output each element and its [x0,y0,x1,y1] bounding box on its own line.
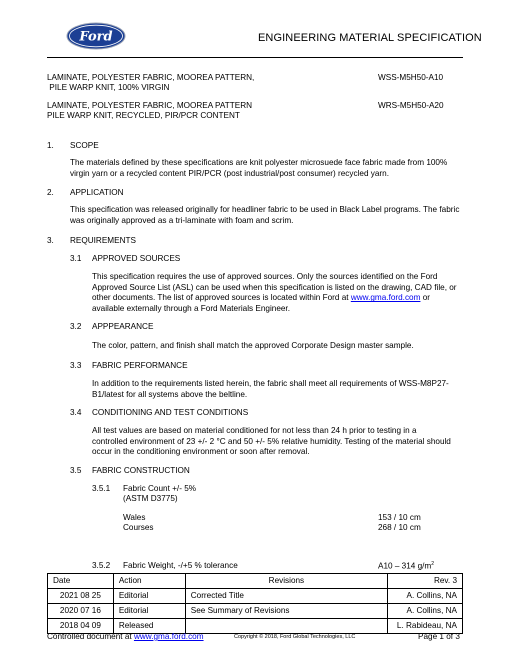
fabric-weight-value [378,561,434,572]
appearance-paragraph: The color, pattern, and finish shall match the approved Corporate Design master sample. [92,341,414,350]
fabric-weight-unit-exponent: 2 [431,561,435,567]
header-divider [47,57,463,58]
rev-number-header: Rev. 3 [388,574,463,589]
revision-table-header [48,574,463,589]
application-paragraph: This specification was released originally for headliner fabric to be used in Black Label programs. The fabric was originally approved as a tri-laminate with foam and scrim. [70,205,460,225]
spec-a20-code: WRS-M5H50-A20 [378,101,444,110]
revision-action: Editorial [113,589,185,604]
fabric-construction-heading: FABRIC CONSTRUCTION [92,466,190,475]
scope-heading: SCOPE [70,141,99,150]
fabric-weight-number: A10 – 314 g/m [378,561,432,571]
section-number: 3. [47,236,54,245]
revision-description [185,619,387,634]
section-number: 1. [47,141,54,150]
ford-logo [66,22,126,50]
requirements-heading: REQUIREMENTS [70,236,136,245]
spec-a20-name-line1: LAMINATE, POLYESTER FABRIC, MOOREA PATTERN [47,101,253,110]
controlled-document-text: Controlled document at [47,632,134,641]
footer-gma-link[interactable]: www.gma.ford.com [133,632,204,641]
subsubsection-number: 3.5.1 [92,484,111,493]
spec-a10-name-line2: PILE WARP KNIT, 100% VIRGIN [47,83,170,92]
revision-description: Corrected Title [185,589,387,604]
action-column-header: Action [113,574,185,589]
courses-value: 268 / 10 cm [378,523,421,532]
wales-value: 153 / 10 cm [378,513,421,522]
revision-description: See Summary of Revisions [185,604,387,619]
spec-a20-name-line2: PILE WARP KNIT, RECYCLED, PIR/PCR CONTENT [47,111,240,120]
fabric-count-method: (ASTM D3775) [123,494,178,503]
revision-date: 2021 08 25 [48,589,114,604]
subsection-number: 3.4 [70,408,82,417]
revision-action: Released [113,619,185,634]
subsection-number: 3.2 [70,322,82,331]
fabric-weight-label: Fabric Weight, -/+5 % tolerance [123,561,238,570]
courses-label: Courses [123,523,154,532]
spec-a10-name-line1: LAMINATE, POLYESTER FABRIC, MOOREA PATTERN, [47,73,255,82]
table-row [48,604,463,619]
logo-wordmark: Ford [79,29,113,45]
appearance-heading: APPPEARANCE [92,322,154,331]
document-title: ENGINEERING MATERIAL SPECIFICATION [258,32,482,44]
revision-date: 2020 07 16 [48,604,114,619]
conditioning-heading: CONDITIONING AND TEST CONDITIONS [92,408,249,417]
revision-table [47,573,463,634]
revision-author: A. Collins, NA [388,589,463,604]
spec-a10-code: WSS-M5H50-A10 [378,73,444,82]
conditioning-paragraph: All test values are based on material conditioned for not less than 24 h prior to testing in a controlled environment of 23 +/- 2 °C and 50 +/- 5% relative humidity. Testing of the material should occur in the conditioning environment or soon after removal. [92,426,451,457]
gma-ford-link[interactable]: www.gma.ford.com [350,293,421,303]
subsubsection-number: 3.5.2 [92,561,111,570]
copyright-notice: Copyright © 2018, Ford Global Technologies, LLC [234,634,356,640]
subsection-number: 3.1 [70,254,82,263]
approved-sources-paragraph [92,272,458,315]
scope-paragraph: The materials defined by these specifications are knit polyester microsuede face fabric made from 100% virgin yarn or a recycled content PIR/PCR (post industrial/post consumer) recycled yarn. [70,158,448,178]
fabric-performance-paragraph: In addition to the requirements listed herein, the fabric shall meet all requirements of WSS-M8P27-B1/latest for all systems above the beltline. [92,379,449,399]
fabric-count-label: Fabric Count +/- 5% [123,484,197,493]
approved-sources-heading: APPROVED SOURCES [92,254,181,263]
section-number: 2. [47,188,54,197]
subsection-number: 3.3 [70,361,82,370]
revisions-column-header: Revisions [185,574,387,589]
revision-author: L. Rabideau, NA [388,619,463,634]
date-column-header: Date [48,574,114,589]
revision-date: 2018 04 09 [48,619,114,634]
page-number: Page 1 of 3 [418,632,460,641]
revision-action: Editorial [113,604,185,619]
controlled-document-note [47,632,204,643]
application-heading: APPLICATION [70,188,124,197]
wales-label: Wales [123,513,146,522]
table-row [48,589,463,604]
approved-sources-text-end: or available externally through a Ford Materials Engineer. [92,293,430,313]
revision-author: A. Collins, NA [388,604,463,619]
approved-sources-text: This specification requires the use of approved sources. Only the sources identified on the Ford Approved Source List (ASL) can be used when this specification is listed on the drawing, CAD file, or other documents. The list of approved sources is located within Ford at [92,272,457,303]
subsection-number: 3.5 [70,466,82,475]
fabric-performance-heading: FABRIC PERFORMANCE [92,361,188,370]
